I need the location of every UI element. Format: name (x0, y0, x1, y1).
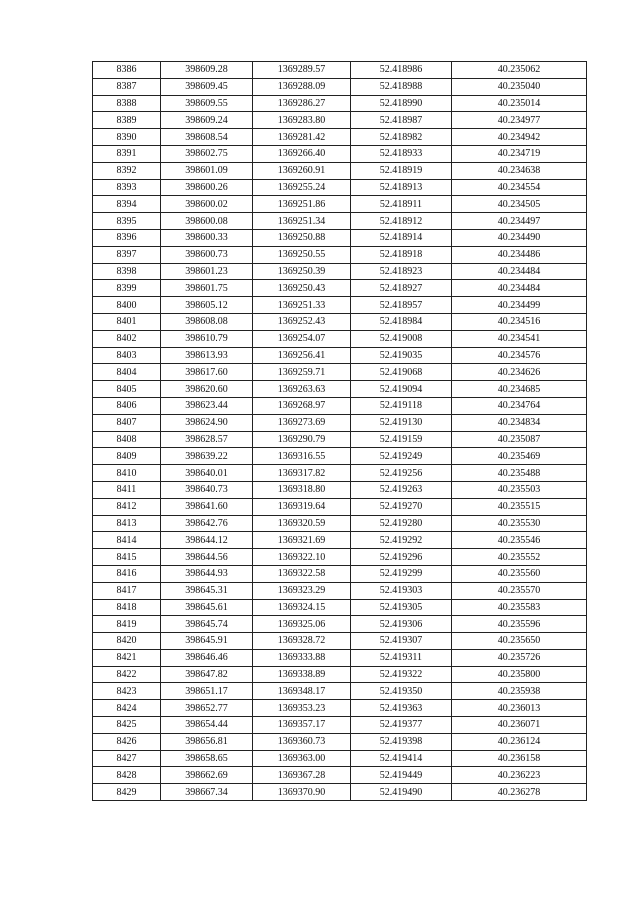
table-row (93, 515, 587, 532)
longitude-cell: 40.235530 (452, 515, 587, 532)
table-row (93, 750, 587, 767)
x-coordinate-cell: 398644.56 (161, 549, 253, 566)
y-coordinate-cell: 1369290.79 (253, 431, 351, 448)
table-row (93, 145, 587, 162)
table-row (93, 532, 587, 549)
point-number-cell: 8424 (93, 700, 161, 717)
y-coordinate-cell: 1369319.64 (253, 498, 351, 515)
longitude-cell: 40.235014 (452, 95, 587, 112)
y-coordinate-cell: 1369325.06 (253, 616, 351, 633)
table-row (93, 78, 587, 95)
longitude-cell: 40.234484 (452, 280, 587, 297)
x-coordinate-cell: 398640.01 (161, 465, 253, 482)
table-row (93, 565, 587, 582)
point-number-cell: 8399 (93, 280, 161, 297)
longitude-cell: 40.235040 (452, 78, 587, 95)
latitude-cell: 52.419311 (351, 649, 452, 666)
longitude-cell: 40.235515 (452, 498, 587, 515)
latitude-cell: 52.419270 (351, 498, 452, 515)
latitude-cell: 52.419094 (351, 381, 452, 398)
latitude-cell: 52.419008 (351, 330, 452, 347)
x-coordinate-cell: 398644.12 (161, 532, 253, 549)
longitude-cell: 40.234490 (452, 229, 587, 246)
x-coordinate-cell: 398623.44 (161, 397, 253, 414)
point-number-cell: 8388 (93, 95, 161, 112)
x-coordinate-cell: 398601.75 (161, 280, 253, 297)
y-coordinate-cell: 1369251.34 (253, 213, 351, 230)
y-coordinate-cell: 1369348.17 (253, 683, 351, 700)
table-row (93, 280, 587, 297)
y-coordinate-cell: 1369250.39 (253, 263, 351, 280)
point-number-cell: 8418 (93, 599, 161, 616)
x-coordinate-cell: 398617.60 (161, 364, 253, 381)
point-number-cell: 8421 (93, 649, 161, 666)
table-row (93, 364, 587, 381)
longitude-cell: 40.234541 (452, 330, 587, 347)
point-number-cell: 8389 (93, 112, 161, 129)
y-coordinate-cell: 1369353.23 (253, 700, 351, 717)
longitude-cell: 40.234499 (452, 297, 587, 314)
y-coordinate-cell: 1369268.97 (253, 397, 351, 414)
point-number-cell: 8425 (93, 717, 161, 734)
point-number-cell: 8396 (93, 229, 161, 246)
point-number-cell: 8416 (93, 565, 161, 582)
point-number-cell: 8422 (93, 666, 161, 683)
latitude-cell: 52.418988 (351, 78, 452, 95)
table-row (93, 397, 587, 414)
x-coordinate-cell: 398600.73 (161, 246, 253, 263)
latitude-cell: 52.419305 (351, 599, 452, 616)
table-row (93, 347, 587, 364)
longitude-cell: 40.235726 (452, 649, 587, 666)
latitude-cell: 52.418933 (351, 145, 452, 162)
table-row (93, 330, 587, 347)
latitude-cell: 52.419398 (351, 733, 452, 750)
latitude-cell: 52.419322 (351, 666, 452, 683)
y-coordinate-cell: 1369273.69 (253, 414, 351, 431)
x-coordinate-cell: 398645.91 (161, 633, 253, 650)
y-coordinate-cell: 1369363.00 (253, 750, 351, 767)
longitude-cell: 40.234685 (452, 381, 587, 398)
latitude-cell: 52.418927 (351, 280, 452, 297)
longitude-cell: 40.234626 (452, 364, 587, 381)
y-coordinate-cell: 1369367.28 (253, 767, 351, 784)
latitude-cell: 52.419414 (351, 750, 452, 767)
point-number-cell: 8409 (93, 448, 161, 465)
y-coordinate-cell: 1369288.09 (253, 78, 351, 95)
latitude-cell: 52.419303 (351, 582, 452, 599)
latitude-cell: 52.419350 (351, 683, 452, 700)
table-row (93, 784, 587, 801)
longitude-cell: 40.234505 (452, 196, 587, 213)
latitude-cell: 52.418986 (351, 62, 452, 79)
point-number-cell: 8387 (93, 78, 161, 95)
table-row (93, 649, 587, 666)
longitude-cell: 40.234484 (452, 263, 587, 280)
y-coordinate-cell: 1369250.55 (253, 246, 351, 263)
longitude-cell: 40.236223 (452, 767, 587, 784)
longitude-cell: 40.235938 (452, 683, 587, 700)
x-coordinate-cell: 398645.74 (161, 616, 253, 633)
latitude-cell: 52.418918 (351, 246, 452, 263)
latitude-cell: 52.419068 (351, 364, 452, 381)
longitude-cell: 40.235800 (452, 666, 587, 683)
latitude-cell: 52.418987 (351, 112, 452, 129)
y-coordinate-cell: 1369338.89 (253, 666, 351, 683)
point-number-cell: 8407 (93, 414, 161, 431)
table-row (93, 179, 587, 196)
latitude-cell: 52.418982 (351, 129, 452, 146)
latitude-cell: 52.418919 (351, 162, 452, 179)
table-row (93, 263, 587, 280)
y-coordinate-cell: 1369322.10 (253, 549, 351, 566)
longitude-cell: 40.235488 (452, 465, 587, 482)
y-coordinate-cell: 1369323.29 (253, 582, 351, 599)
x-coordinate-cell: 398642.76 (161, 515, 253, 532)
x-coordinate-cell: 398610.79 (161, 330, 253, 347)
x-coordinate-cell: 398609.28 (161, 62, 253, 79)
table-row (93, 465, 587, 482)
y-coordinate-cell: 1369256.41 (253, 347, 351, 364)
longitude-cell: 40.234497 (452, 213, 587, 230)
point-number-cell: 8429 (93, 784, 161, 801)
x-coordinate-cell: 398658.65 (161, 750, 253, 767)
y-coordinate-cell: 1369357.17 (253, 717, 351, 734)
y-coordinate-cell: 1369320.59 (253, 515, 351, 532)
x-coordinate-cell: 398654.44 (161, 717, 253, 734)
point-number-cell: 8423 (93, 683, 161, 700)
table-row (93, 381, 587, 398)
longitude-cell: 40.235596 (452, 616, 587, 633)
x-coordinate-cell: 398667.34 (161, 784, 253, 801)
x-coordinate-cell: 398640.73 (161, 481, 253, 498)
x-coordinate-cell: 398613.93 (161, 347, 253, 364)
x-coordinate-cell: 398651.17 (161, 683, 253, 700)
point-number-cell: 8410 (93, 465, 161, 482)
longitude-cell: 40.235570 (452, 582, 587, 599)
y-coordinate-cell: 1369260.91 (253, 162, 351, 179)
point-number-cell: 8393 (93, 179, 161, 196)
longitude-cell: 40.236278 (452, 784, 587, 801)
point-number-cell: 8395 (93, 213, 161, 230)
point-number-cell: 8426 (93, 733, 161, 750)
point-number-cell: 8413 (93, 515, 161, 532)
longitude-cell: 40.234719 (452, 145, 587, 162)
latitude-cell: 52.419299 (351, 565, 452, 582)
longitude-cell: 40.235552 (452, 549, 587, 566)
longitude-cell: 40.235583 (452, 599, 587, 616)
latitude-cell: 52.418911 (351, 196, 452, 213)
table-row (93, 549, 587, 566)
table-row (93, 599, 587, 616)
point-number-cell: 8386 (93, 62, 161, 79)
table-row (93, 666, 587, 683)
table-row (93, 414, 587, 431)
longitude-cell: 40.234576 (452, 347, 587, 364)
longitude-cell: 40.235469 (452, 448, 587, 465)
y-coordinate-cell: 1369328.72 (253, 633, 351, 650)
x-coordinate-cell: 398600.02 (161, 196, 253, 213)
latitude-cell: 52.419363 (351, 700, 452, 717)
point-number-cell: 8414 (93, 532, 161, 549)
table-row (93, 129, 587, 146)
x-coordinate-cell: 398646.46 (161, 649, 253, 666)
y-coordinate-cell: 1369259.71 (253, 364, 351, 381)
point-number-cell: 8401 (93, 313, 161, 330)
table-row (93, 700, 587, 717)
latitude-cell: 52.419159 (351, 431, 452, 448)
point-number-cell: 8412 (93, 498, 161, 515)
longitude-cell: 40.235546 (452, 532, 587, 549)
latitude-cell: 52.418957 (351, 297, 452, 314)
point-number-cell: 8392 (93, 162, 161, 179)
latitude-cell: 52.419306 (351, 616, 452, 633)
longitude-cell: 40.236071 (452, 717, 587, 734)
x-coordinate-cell: 398645.31 (161, 582, 253, 599)
point-number-cell: 8397 (93, 246, 161, 263)
point-number-cell: 8417 (93, 582, 161, 599)
longitude-cell: 40.234942 (452, 129, 587, 146)
y-coordinate-cell: 1369333.88 (253, 649, 351, 666)
y-coordinate-cell: 1369266.40 (253, 145, 351, 162)
point-number-cell: 8398 (93, 263, 161, 280)
longitude-cell: 40.235560 (452, 565, 587, 582)
table-row (93, 616, 587, 633)
x-coordinate-cell: 398645.61 (161, 599, 253, 616)
y-coordinate-cell: 1369254.07 (253, 330, 351, 347)
point-number-cell: 8405 (93, 381, 161, 398)
y-coordinate-cell: 1369252.43 (253, 313, 351, 330)
y-coordinate-cell: 1369317.82 (253, 465, 351, 482)
longitude-cell: 40.236013 (452, 700, 587, 717)
x-coordinate-cell: 398601.23 (161, 263, 253, 280)
x-coordinate-cell: 398644.93 (161, 565, 253, 582)
x-coordinate-cell: 398656.81 (161, 733, 253, 750)
table-row (93, 448, 587, 465)
x-coordinate-cell: 398647.82 (161, 666, 253, 683)
point-number-cell: 8411 (93, 481, 161, 498)
latitude-cell: 52.418984 (351, 313, 452, 330)
table-row (93, 246, 587, 263)
table-row (93, 313, 587, 330)
latitude-cell: 52.419307 (351, 633, 452, 650)
x-coordinate-cell: 398628.57 (161, 431, 253, 448)
latitude-cell: 52.419256 (351, 465, 452, 482)
y-coordinate-cell: 1369322.58 (253, 565, 351, 582)
y-coordinate-cell: 1369370.90 (253, 784, 351, 801)
y-coordinate-cell: 1369316.55 (253, 448, 351, 465)
y-coordinate-cell: 1369250.43 (253, 280, 351, 297)
y-coordinate-cell: 1369324.15 (253, 599, 351, 616)
point-number-cell: 8400 (93, 297, 161, 314)
longitude-cell: 40.234516 (452, 313, 587, 330)
table-row (93, 633, 587, 650)
longitude-cell: 40.236124 (452, 733, 587, 750)
latitude-cell: 52.419035 (351, 347, 452, 364)
point-number-cell: 8427 (93, 750, 161, 767)
y-coordinate-cell: 1369263.63 (253, 381, 351, 398)
table-row (93, 62, 587, 79)
longitude-cell: 40.236158 (452, 750, 587, 767)
point-number-cell: 8403 (93, 347, 161, 364)
table-row (93, 498, 587, 515)
longitude-cell: 40.234486 (452, 246, 587, 263)
y-coordinate-cell: 1369321.69 (253, 532, 351, 549)
x-coordinate-cell: 398609.55 (161, 95, 253, 112)
point-number-cell: 8394 (93, 196, 161, 213)
point-number-cell: 8390 (93, 129, 161, 146)
longitude-cell: 40.234834 (452, 414, 587, 431)
table-row (93, 213, 587, 230)
point-number-cell: 8428 (93, 767, 161, 784)
x-coordinate-cell: 398600.08 (161, 213, 253, 230)
table-row (93, 112, 587, 129)
x-coordinate-cell: 398608.08 (161, 313, 253, 330)
point-number-cell: 8402 (93, 330, 161, 347)
y-coordinate-cell: 1369283.80 (253, 112, 351, 129)
table-row (93, 717, 587, 734)
y-coordinate-cell: 1369251.33 (253, 297, 351, 314)
y-coordinate-cell: 1369289.57 (253, 62, 351, 79)
table-row (93, 767, 587, 784)
longitude-cell: 40.235062 (452, 62, 587, 79)
latitude-cell: 52.419249 (351, 448, 452, 465)
y-coordinate-cell: 1369251.86 (253, 196, 351, 213)
table-row (93, 431, 587, 448)
latitude-cell: 52.418912 (351, 213, 452, 230)
x-coordinate-cell: 398624.90 (161, 414, 253, 431)
y-coordinate-cell: 1369360.73 (253, 733, 351, 750)
y-coordinate-cell: 1369255.24 (253, 179, 351, 196)
x-coordinate-cell: 398609.45 (161, 78, 253, 95)
table-row (93, 582, 587, 599)
coordinates-table (92, 61, 587, 801)
point-number-cell: 8419 (93, 616, 161, 633)
point-number-cell: 8420 (93, 633, 161, 650)
point-number-cell: 8408 (93, 431, 161, 448)
y-coordinate-cell: 1369318.80 (253, 481, 351, 498)
coordinates-table-body (93, 62, 587, 801)
table-row (93, 733, 587, 750)
x-coordinate-cell: 398639.22 (161, 448, 253, 465)
point-number-cell: 8415 (93, 549, 161, 566)
table-row (93, 683, 587, 700)
latitude-cell: 52.419296 (351, 549, 452, 566)
latitude-cell: 52.418914 (351, 229, 452, 246)
x-coordinate-cell: 398609.24 (161, 112, 253, 129)
latitude-cell: 52.419130 (351, 414, 452, 431)
table-row (93, 297, 587, 314)
longitude-cell: 40.235650 (452, 633, 587, 650)
x-coordinate-cell: 398662.69 (161, 767, 253, 784)
table-row (93, 162, 587, 179)
x-coordinate-cell: 398605.12 (161, 297, 253, 314)
table-row (93, 95, 587, 112)
x-coordinate-cell: 398652.77 (161, 700, 253, 717)
point-number-cell: 8404 (93, 364, 161, 381)
latitude-cell: 52.419280 (351, 515, 452, 532)
table-row (93, 196, 587, 213)
point-number-cell: 8391 (93, 145, 161, 162)
latitude-cell: 52.419490 (351, 784, 452, 801)
latitude-cell: 52.419263 (351, 481, 452, 498)
y-coordinate-cell: 1369250.88 (253, 229, 351, 246)
table-row (93, 481, 587, 498)
latitude-cell: 52.419449 (351, 767, 452, 784)
x-coordinate-cell: 398601.09 (161, 162, 253, 179)
latitude-cell: 52.419377 (351, 717, 452, 734)
x-coordinate-cell: 398608.54 (161, 129, 253, 146)
longitude-cell: 40.235087 (452, 431, 587, 448)
table-row (93, 229, 587, 246)
x-coordinate-cell: 398600.33 (161, 229, 253, 246)
y-coordinate-cell: 1369286.27 (253, 95, 351, 112)
x-coordinate-cell: 398620.60 (161, 381, 253, 398)
x-coordinate-cell: 398602.75 (161, 145, 253, 162)
longitude-cell: 40.234554 (452, 179, 587, 196)
latitude-cell: 52.418990 (351, 95, 452, 112)
longitude-cell: 40.235503 (452, 481, 587, 498)
longitude-cell: 40.234977 (452, 112, 587, 129)
x-coordinate-cell: 398600.26 (161, 179, 253, 196)
longitude-cell: 40.234764 (452, 397, 587, 414)
latitude-cell: 52.419292 (351, 532, 452, 549)
latitude-cell: 52.419118 (351, 397, 452, 414)
y-coordinate-cell: 1369281.42 (253, 129, 351, 146)
latitude-cell: 52.418913 (351, 179, 452, 196)
latitude-cell: 52.418923 (351, 263, 452, 280)
longitude-cell: 40.234638 (452, 162, 587, 179)
point-number-cell: 8406 (93, 397, 161, 414)
x-coordinate-cell: 398641.60 (161, 498, 253, 515)
